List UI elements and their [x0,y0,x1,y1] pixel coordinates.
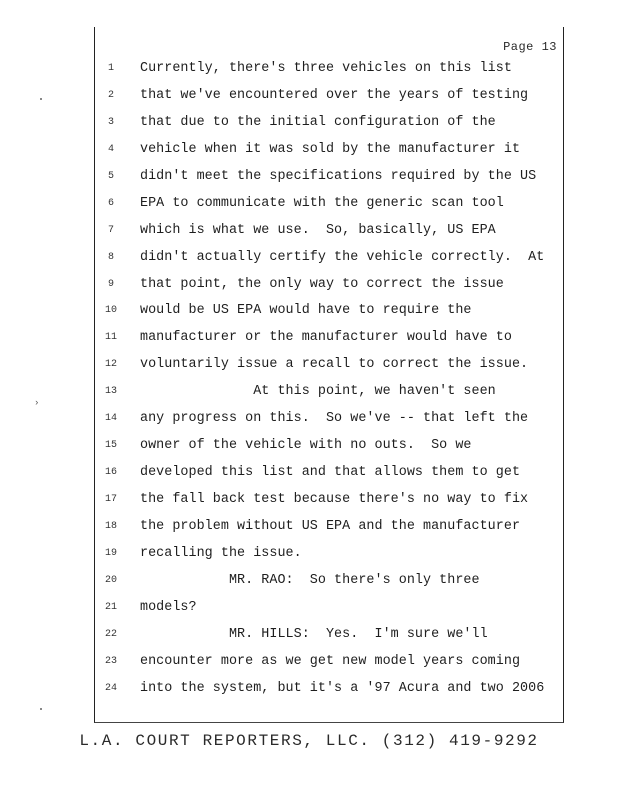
line-number: 23 [104,655,117,667]
transcript-line: the fall back test because there's no way to fix [140,492,529,507]
line-number: 24 [104,682,117,694]
scan-margin-mark: › [34,398,40,408]
page-number: Page 13 [503,40,557,54]
court-reporter-footer: L.A. COURT REPORTERS, LLC. (312) 419-9292 [79,732,539,750]
scan-speck [40,708,42,710]
transcript-line: voluntarily issue a recall to correct the issue. [140,357,529,373]
line-number: 6 [107,197,114,209]
line-number: 2 [107,89,114,101]
line-number: 11 [104,332,117,344]
line-number: 20 [104,574,117,586]
line-number: 22 [104,628,117,640]
transcript-line: encounter more as we get new model years coming [140,653,521,669]
transcript-line: the problem without US EPA and the manufacturer [140,518,521,534]
line-number: 16 [104,467,117,479]
transcript-line: Currently, there's three vehicles on this list [140,61,512,76]
line-number: 10 [104,305,117,317]
transcript-line: developed this list and that allows them to get [140,465,521,481]
transcript-line: owner of the vehicle with no outs. So we [140,438,472,454]
line-number: 14 [104,413,117,425]
transcript-text [140,60,560,707]
transcript-line: At this point, we haven't seen [140,384,496,400]
transcript-line: MR. HILLS: Yes. I'm sure we'll [140,626,488,642]
line-number: 17 [104,494,117,505]
transcript-line: into the system, but it's a '97 Acura and two 2006 [140,680,545,696]
line-number: 8 [107,251,114,263]
transcript-line: vehicle when it was sold by the manufacturer it [140,141,521,157]
transcript-line: that due to the initial configuration of the [140,114,496,130]
transcript-line: any progress on this. So we've -- that left the [140,411,529,427]
scan-speck [40,98,42,100]
transcript-line: recalling the issue. [140,545,302,561]
line-number: 1 [107,63,114,74]
line-number: 15 [104,440,117,452]
transcript-line: which is what we use. So, basically, US EPA [140,222,496,238]
line-number: 4 [107,143,114,155]
line-number: 5 [107,170,114,182]
transcript-line: EPA to communicate with the generic scan tool [140,195,504,211]
transcript-line: didn't meet the specifications required by the US [140,168,537,184]
line-number: 3 [107,116,114,128]
transcript-line: would be US EPA would have to require the [140,303,472,319]
line-number-column [96,60,126,707]
line-number: 9 [107,278,114,290]
transcript-line: MR. RAO: So there's only three [140,572,480,588]
line-number: 18 [104,520,117,532]
line-number: 12 [104,359,117,371]
transcript-line: models? [140,599,197,615]
line-number: 21 [104,601,117,613]
transcript-line: that we've encountered over the years of testing [140,87,529,103]
line-number: 13 [104,386,117,398]
line-number: 7 [107,224,114,236]
transcript-line: that point, the only way to correct the issue [140,276,504,292]
transcript-line: manufacturer or the manufacturer would have to [140,330,512,346]
line-number: 19 [104,547,117,559]
transcript-line: didn't actually certify the vehicle correctly. At [140,249,545,265]
